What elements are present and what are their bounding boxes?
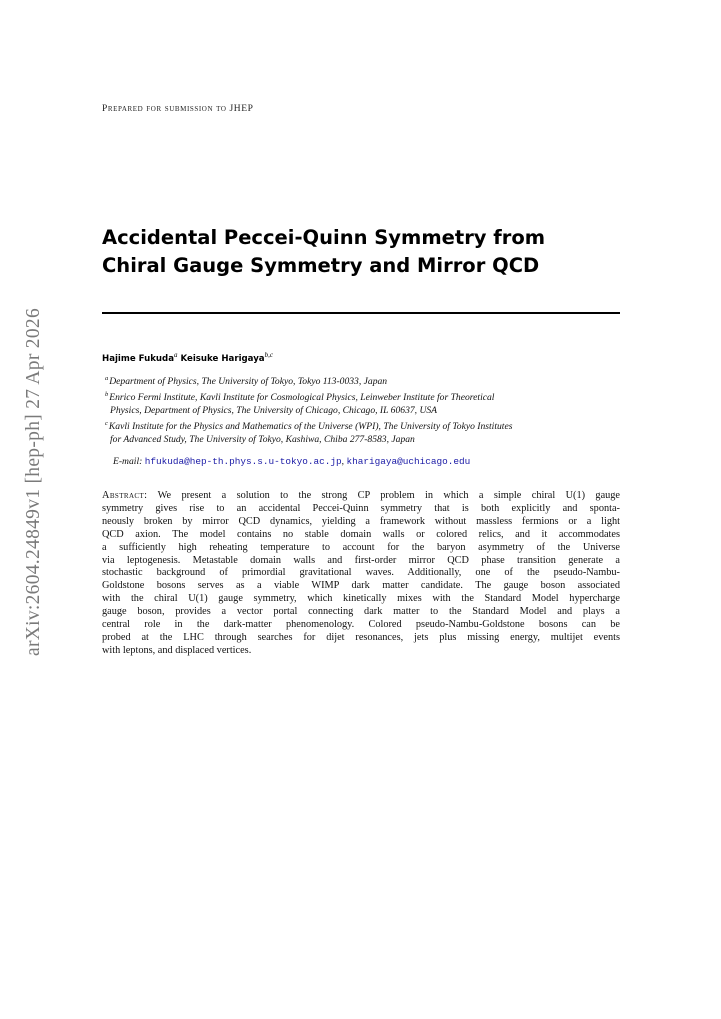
title-rule bbox=[102, 312, 620, 314]
author-name: Hajime Fukuda bbox=[102, 353, 175, 364]
author-list bbox=[102, 351, 273, 364]
affiliation-marker: a bbox=[105, 375, 109, 382]
affiliation-marker: c bbox=[105, 420, 108, 427]
affiliation bbox=[105, 373, 621, 389]
affiliation bbox=[105, 389, 621, 417]
abstract bbox=[102, 490, 620, 658]
arxiv-identifier: arXiv:2604.24849v1 [hep-ph] 27 Apr 2026 bbox=[23, 307, 44, 657]
affiliation-text: Department of Physics, The University of Tokyo, Tokyo 113-0033, Japan bbox=[109, 376, 388, 388]
abstract-line: Goldstone bosons serves as a viable WIMP dark matter candidate. The gauge boson associated bbox=[102, 580, 620, 592]
affiliation-text: for Advanced Study, The University of Tokyo, Kashiwa, Chiba 277-8583, Japan bbox=[110, 433, 415, 445]
email-label: E-mail: bbox=[113, 456, 143, 467]
abstract-line: with leptons, and displaced vertices. bbox=[102, 644, 252, 656]
affiliation-marker: b bbox=[105, 391, 109, 398]
author-superscript: b,c bbox=[264, 351, 273, 359]
abstract-line: symmetry gives rise to an accidental Peccei-Quinn symmetry that is both explicitly and sponta- bbox=[102, 502, 620, 514]
paper-title bbox=[102, 224, 622, 280]
affiliation-text: Kavli Institute for the Physics and Mathematics of the Universe (WPI), The University of Tokyo Institutes bbox=[108, 421, 513, 433]
abstract-line: Abstract: We present a solution to the strong CP problem in which a simple chiral U(1) gauge bbox=[102, 490, 621, 501]
email-separator: , bbox=[341, 456, 347, 467]
arxiv-sidebar-stamp bbox=[21, 294, 47, 670]
author-superscript: a bbox=[174, 351, 178, 359]
abstract-line: central role in the dark-matter phenomenology. Colored pseudo-Nambu-Goldstone bosons can be bbox=[102, 619, 620, 631]
title-line: Chiral Gauge Symmetry and Mirror QCD bbox=[102, 254, 540, 277]
affiliation-text: Physics, Department of Physics, The University of Chicago, Chicago, IL 60637, USA bbox=[110, 404, 438, 416]
abstract-line: a sufficiently high reheating temperature to account for the baryon asymmetry of the Universe bbox=[102, 541, 620, 553]
abstract-line: probed at the LHC through searches for dijet resonances, jets plus missing energy, multijet events bbox=[102, 631, 620, 643]
abstract-line: neously broken by mirror QCD dynamics, yielding a framework without massless fermions or a light bbox=[102, 515, 620, 527]
abstract-line: gauge boson, provides a vector portal connecting dark matter to the Standard Model and plays a bbox=[102, 606, 620, 618]
abstract-line: QCD axion. The model contains no stable domain walls or colored relics, and it accommodates bbox=[102, 528, 620, 540]
abstract-heading: Abstract: bbox=[102, 490, 148, 501]
abstract-line: stochastic background of primordial gravitational waves. Additionally, one of the pseudo-Nambu- bbox=[102, 567, 620, 579]
email-line bbox=[113, 456, 470, 467]
submission-note: Prepared for submission to JHEP bbox=[102, 104, 254, 114]
affiliation bbox=[105, 418, 621, 446]
email-link[interactable]: kharigaya@uchicago.edu bbox=[346, 456, 471, 467]
title-line: Accidental Peccei-Quinn Symmetry from bbox=[102, 226, 546, 249]
author-name: Keisuke Harigaya bbox=[180, 353, 265, 364]
affiliation-text: Enrico Fermi Institute, Kavli Institute for Cosmological Physics, Leinweber Institute for Theoretical bbox=[109, 392, 495, 404]
email-link[interactable]: hfukuda@hep-th.phys.s.u-tokyo.ac.jp bbox=[144, 456, 342, 467]
abstract-line: via leptogenesis. Metastable domain walls and first-order mirror QCD phase transition generate a bbox=[102, 554, 620, 566]
abstract-line: with the chiral U(1) gauge symmetry, which kinetically mixes with the Standard Model hypercharge bbox=[102, 593, 620, 605]
